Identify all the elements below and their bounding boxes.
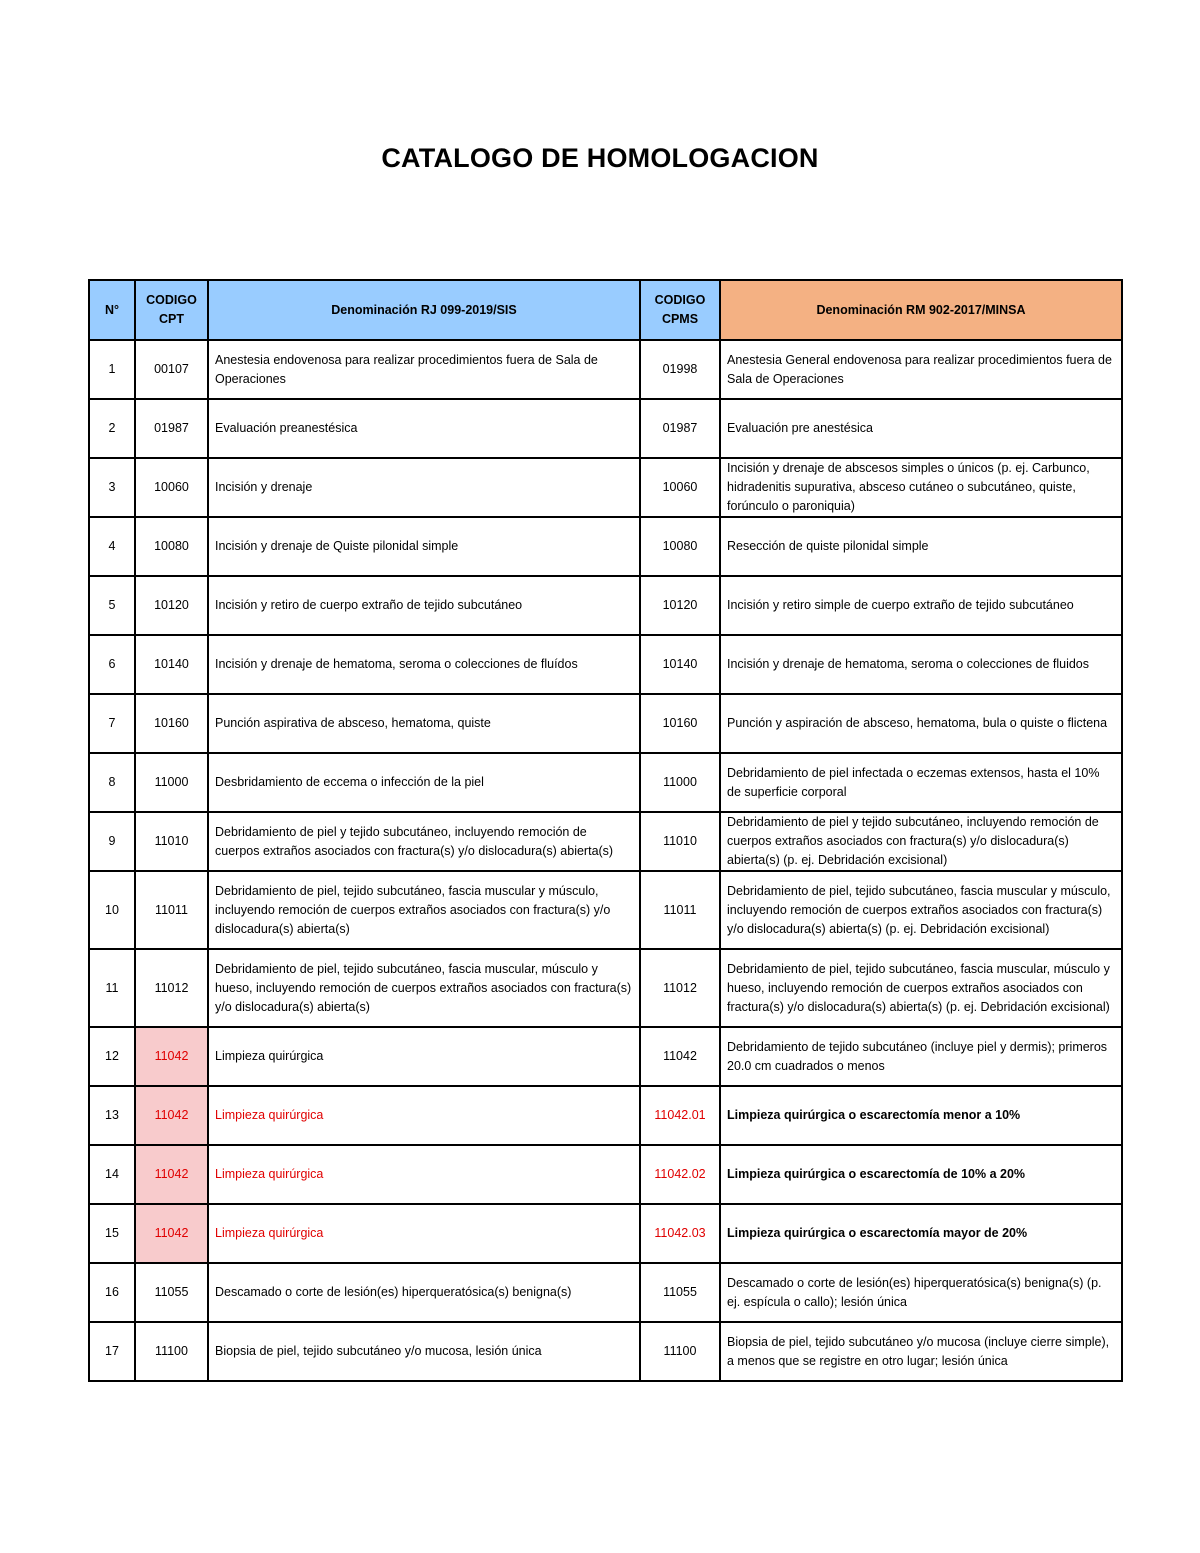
table-row <box>89 458 1122 517</box>
denomination-minsa: Debridamiento de piel, tejido subcutáneo, fascia muscular, músculo y hueso, incluyendo remoción de cuerpos extraños asociados con fractura(s) y/o dislocadura(s) abierta(s) (p. ej. Debridación excisional) <box>720 949 1122 1027</box>
cpt-code: 11000 <box>135 753 208 812</box>
cpt-code: 11012 <box>135 949 208 1027</box>
cpt-code: 11055 <box>135 1263 208 1322</box>
denomination-minsa: Debridamiento de piel infectada o eczemas extensos, hasta el 10% de superficie corporal <box>720 753 1122 812</box>
denomination-minsa: Debridamiento de tejido subcutáneo (incluye piel y dermis); primeros 20.0 cm cuadrados o menos <box>720 1027 1122 1086</box>
cpt-code: 01987 <box>135 399 208 458</box>
row-number: 2 <box>89 399 135 458</box>
cpms-code: 11055 <box>640 1263 720 1322</box>
row-number: 9 <box>89 812 135 871</box>
denomination-minsa: Incisión y drenaje de hematoma, seroma o colecciones de fluidos <box>720 635 1122 694</box>
header-cpt-line2: CPT <box>159 312 184 326</box>
cpms-code: 11042.02 <box>640 1145 720 1204</box>
cpms-code: 10140 <box>640 635 720 694</box>
table-row <box>89 1322 1122 1381</box>
denomination-minsa: Descamado o corte de lesión(es) hiperqueratósica(s) benigna(s) (p. ej. espícula o callo); lesión única <box>720 1263 1122 1322</box>
table-row <box>89 812 1122 871</box>
table-row <box>89 694 1122 753</box>
row-number: 17 <box>89 1322 135 1381</box>
row-number: 11 <box>89 949 135 1027</box>
cpms-code: 01998 <box>640 340 720 399</box>
cpms-code: 11010 <box>640 812 720 871</box>
cpt-code: 10120 <box>135 576 208 635</box>
denomination-sis: Incisión y retiro de cuerpo extraño de tejido subcutáneo <box>208 576 640 635</box>
table-row <box>89 753 1122 812</box>
header-denomination-sis: Denominación RJ 099-2019/SIS <box>208 280 640 340</box>
denomination-sis: Anestesia endovenosa para realizar procedimientos fuera de Sala de Operaciones <box>208 340 640 399</box>
cpt-code: 11042 <box>135 1204 208 1263</box>
cpms-code: 11042.01 <box>640 1086 720 1145</box>
denomination-minsa: Resección de quiste pilonidal simple <box>720 517 1122 576</box>
denomination-minsa: Debridamiento de piel, tejido subcutáneo, fascia muscular y músculo, incluyendo remoción de cuerpos extraños asociados con fractura(s) y/o dislocadura(s) abierta(s) (p. ej. Debridación excisional) <box>720 871 1122 949</box>
denomination-sis: Limpieza quirúrgica <box>208 1027 640 1086</box>
denomination-sis: Debridamiento de piel, tejido subcutáneo, fascia muscular, músculo y hueso, incluyendo remoción de cuerpos extraños asociados con fractura(s) y/o dislocadura(s) abierta(s) <box>208 949 640 1027</box>
denomination-minsa: Incisión y retiro simple de cuerpo extraño de tejido subcutáneo <box>720 576 1122 635</box>
table-row <box>89 949 1122 1027</box>
row-number: 16 <box>89 1263 135 1322</box>
denomination-sis: Incisión y drenaje <box>208 458 640 517</box>
cpt-code: 11011 <box>135 871 208 949</box>
header-num: N° <box>89 280 135 340</box>
table-row <box>89 576 1122 635</box>
row-number: 10 <box>89 871 135 949</box>
header-cpms-code <box>640 280 720 340</box>
cpms-code: 11100 <box>640 1322 720 1381</box>
table-row <box>89 871 1122 949</box>
denomination-sis: Desbridamiento de eccema o infección de la piel <box>208 753 640 812</box>
row-number: 4 <box>89 517 135 576</box>
denomination-minsa: Biopsia de piel, tejido subcutáneo y/o mucosa (incluye cierre simple), a menos que se registre en otro lugar; lesión única <box>720 1322 1122 1381</box>
denomination-sis: Incisión y drenaje de hematoma, seroma o colecciones de fluídos <box>208 635 640 694</box>
denomination-minsa: Incisión y drenaje de abscesos simples o únicos (p. ej. Carbunco, hidradenitis supurativa, absceso cutáneo o subcutáneo, quiste, forúnculo o paroniquia) <box>720 458 1122 517</box>
row-number: 15 <box>89 1204 135 1263</box>
cpms-code: 10160 <box>640 694 720 753</box>
header-cpms-line2: CPMS <box>661 312 699 326</box>
denomination-minsa: Anestesia General endovenosa para realizar procedimientos fuera de Sala de Operaciones <box>720 340 1122 399</box>
denomination-minsa: Punción y aspiración de absceso, hematoma, bula o quiste o flictena <box>720 694 1122 753</box>
cpms-code: 10080 <box>640 517 720 576</box>
denomination-sis: Limpieza quirúrgica <box>208 1204 640 1263</box>
cpms-code: 11011 <box>640 871 720 949</box>
cpt-code: 11010 <box>135 812 208 871</box>
cpms-code: 11042.03 <box>640 1204 720 1263</box>
denomination-minsa: Limpieza quirúrgica o escarectomía menor a 10% <box>720 1086 1122 1145</box>
cpms-code: 11000 <box>640 753 720 812</box>
cpt-code: 00107 <box>135 340 208 399</box>
denomination-sis: Punción aspirativa de absceso, hematoma, quiste <box>208 694 640 753</box>
denomination-sis: Biopsia de piel, tejido subcutáneo y/o mucosa, lesión única <box>208 1322 640 1381</box>
table-row <box>89 1204 1122 1263</box>
denomination-sis: Incisión y drenaje de Quiste pilonidal simple <box>208 517 640 576</box>
row-number: 13 <box>89 1086 135 1145</box>
row-number: 7 <box>89 694 135 753</box>
table-row <box>89 1027 1122 1086</box>
row-number: 8 <box>89 753 135 812</box>
table-row <box>89 399 1122 458</box>
table-row <box>89 340 1122 399</box>
cpt-code: 11042 <box>135 1086 208 1145</box>
denomination-minsa: Debridamiento de piel y tejido subcutáneo, incluyendo remoción de cuerpos extraños asociados con fractura(s) y/o dislocadura(s) abierta(s) (p. ej. Debridación excisional) <box>720 812 1122 871</box>
table-body <box>89 340 1122 1381</box>
homologation-table <box>88 279 1123 1382</box>
denomination-minsa: Limpieza quirúrgica o escarectomía mayor de 20% <box>720 1204 1122 1263</box>
table-row <box>89 1263 1122 1322</box>
table-row <box>89 1145 1122 1204</box>
cpms-code: 11012 <box>640 949 720 1027</box>
row-number: 3 <box>89 458 135 517</box>
cpt-code: 10160 <box>135 694 208 753</box>
table-row <box>89 1086 1122 1145</box>
row-number: 12 <box>89 1027 135 1086</box>
denomination-sis: Debridamiento de piel y tejido subcutáneo, incluyendo remoción de cuerpos extraños asociados con fractura(s) y/o dislocadura(s) abierta(s) <box>208 812 640 871</box>
table-row <box>89 517 1122 576</box>
cpms-code: 10060 <box>640 458 720 517</box>
denomination-sis: Limpieza quirúrgica <box>208 1086 640 1145</box>
header-cpms-line1: CODIGO <box>654 293 706 307</box>
row-number: 1 <box>89 340 135 399</box>
row-number: 6 <box>89 635 135 694</box>
header-cpt-line1: CODIGO <box>146 293 197 307</box>
denomination-sis: Descamado o corte de lesión(es) hiperqueratósica(s) benigna(s) <box>208 1263 640 1322</box>
cpt-code: 10060 <box>135 458 208 517</box>
row-number: 14 <box>89 1145 135 1204</box>
denomination-sis: Evaluación preanestésica <box>208 399 640 458</box>
row-number: 5 <box>89 576 135 635</box>
cpms-code: 11042 <box>640 1027 720 1086</box>
denomination-sis: Debridamiento de piel, tejido subcutáneo, fascia muscular y músculo, incluyendo remoción de cuerpos extraños asociados con fractura(s) y/o dislocadura(s) abierta(s) <box>208 871 640 949</box>
header-cpt-code <box>135 280 208 340</box>
cpt-code: 11042 <box>135 1145 208 1204</box>
cpt-code: 11042 <box>135 1027 208 1086</box>
cpt-code: 10080 <box>135 517 208 576</box>
cpms-code: 10120 <box>640 576 720 635</box>
denomination-sis: Limpieza quirúrgica <box>208 1145 640 1204</box>
cpt-code: 11100 <box>135 1322 208 1381</box>
denomination-minsa: Evaluación pre anestésica <box>720 399 1122 458</box>
table-header <box>89 280 1122 340</box>
cpt-code: 10140 <box>135 635 208 694</box>
header-denomination-minsa: Denominación RM 902-2017/MINSA <box>720 280 1122 340</box>
cpms-code: 01987 <box>640 399 720 458</box>
denomination-minsa: Limpieza quirúrgica o escarectomía de 10% a 20% <box>720 1145 1122 1204</box>
table-row <box>89 635 1122 694</box>
page-title: CATALOGO DE HOMOLOGACION <box>381 143 819 173</box>
